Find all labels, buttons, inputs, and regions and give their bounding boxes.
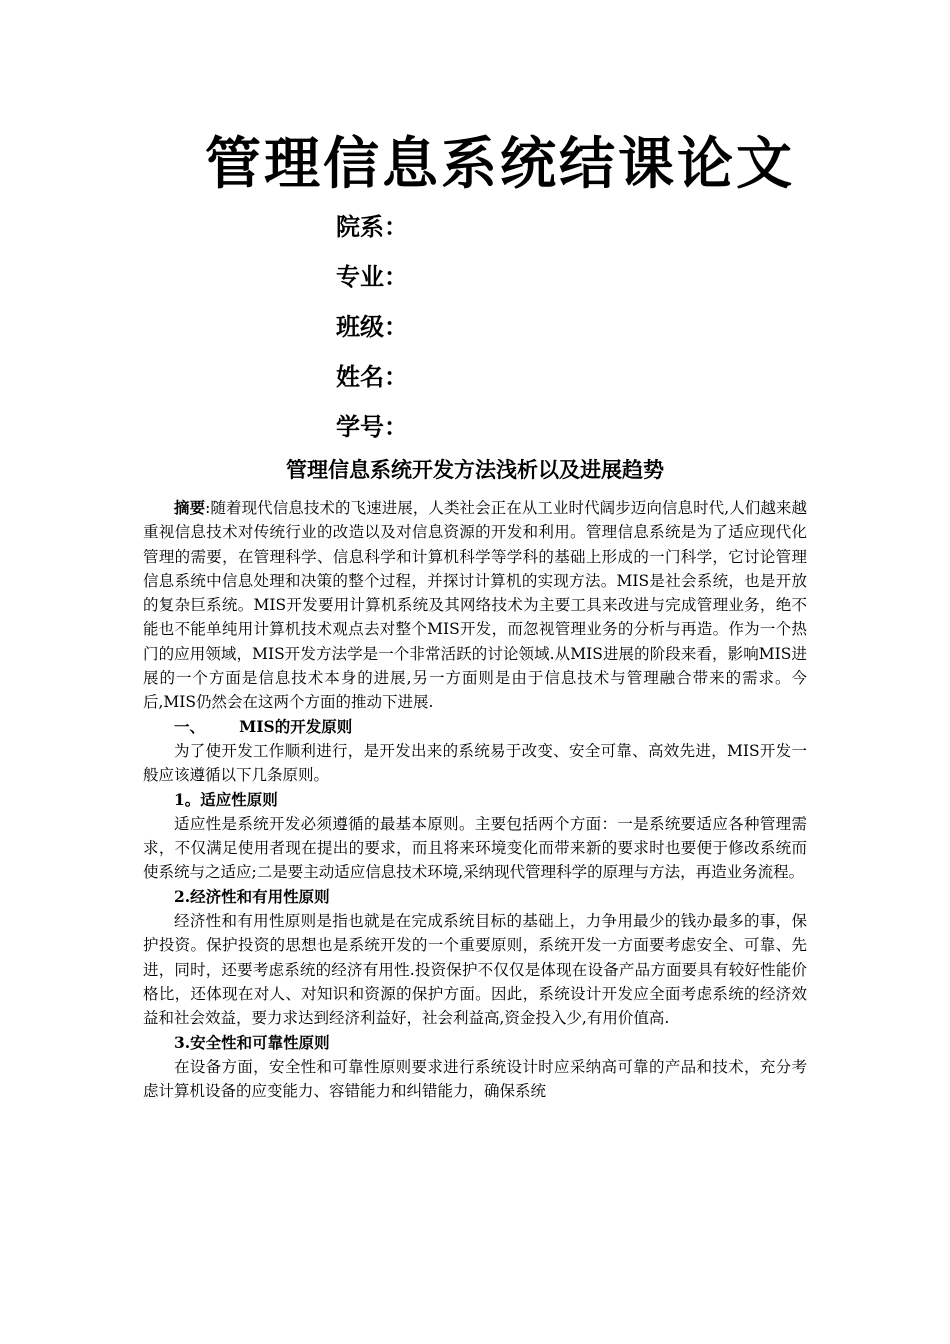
paper-body (143, 496, 807, 1103)
principle-heading: 3.安全性和可靠性原则 (174, 1032, 330, 1052)
section-title: MIS的开发原则 (239, 716, 353, 736)
section-intro: 为了使开发工作顺利进行，是开发出来的系统易于改变、安全可靠、高效先进，MIS开发一般应该遵循以下几条原则。 (143, 741, 807, 785)
info-department: 院系： (336, 212, 408, 241)
principle-text: 在设备方面，安全性和可靠性原则要求进行系统设计时应采纳高可靠的产品和技术，充分考虑计算机设备的应变能力、容错能力和纠错能力，确保系统 (143, 1057, 807, 1101)
info-name: 姓名： (336, 362, 408, 391)
abstract-label: 摘要 (174, 498, 206, 517)
section-heading (143, 715, 807, 739)
document-title: 管理信息系统结课论文 (205, 131, 795, 197)
abstract-paragraph (143, 496, 807, 715)
principle-text: 适应性是系统开发必须遵循的最基本原则。主要包括两个方面：一是系统要适应各种管理需求，不仅满足使用者现在提出的要求，而且将来环境变化而带来新的要求时也要便于修改系统而使系统与之适应;二是要主动适应信息技术环境,采纳现代管理科学的原理与方法，再造业务流程。 (143, 814, 807, 882)
principle-heading: 1。适应性原则 (174, 789, 278, 809)
principle-text: 经济性和有用性原则是指也就是在完成系统目标的基础上，力争用最少的钱办最多的事，保护投资。保护投资的思想也是系统开发的一个重要原则，系统开发一方面要考虑安全、可靠、先进，同时，还要考虑系统的经济有用性.投资保护不仅仅是体现在设备产品方面要具有较好性能价格比，还体现在对人、对知识和资源的保护方面。因此，系统设计开发应全面考虑系统的经济效益和社会效益，要力求达到经济利益好，社会利益高,资金投入少,有用价值高. (143, 912, 807, 1028)
paper-subtitle: 管理信息系统开发方法浅析以及进展趋势 (286, 457, 664, 482)
principle-heading: 2.经济性和有用性原则 (174, 886, 330, 906)
info-major: 专业： (336, 262, 408, 291)
info-student-id: 学号： (336, 412, 408, 441)
info-class: 班级： (336, 312, 408, 341)
student-info-block (336, 202, 408, 452)
abstract-text: :随着现代信息技术的飞速进展，人类社会正在从工业时代阔步迈向信息时代,人们越来越重视信息技术对传统行业的改造以及对信息资源的开发和利用。管理信息系统是为了适应现代化管理的需要，在管理科学、信息科学和计算机科学等学科的基础上形成的一门科学，它讨论管理信息系统中信息处理和决策的整个过程，并探讨计算机的实现方法。MIS是社会系统，也是开放的复杂巨系统。MIS开发要用计算机系统及其网络技术为主要工具来改进与完成管理业务，绝不能也不能单纯用计算机技术观点去对整个MIS开发，而忽视管理业务的分析与再造。作为一个热门的应用领域，MIS开发方法学是一个非常活跃的讨论领域.从MIS进展的阶段来看，影响MIS进展的一个方面是信息技术本身的进展,另一方面则是由于信息技术与管理融合带来的需求。今后,MIS仍然会在这两个方面的推动下进展. (143, 499, 807, 712)
section-number: 一、 (174, 716, 206, 736)
